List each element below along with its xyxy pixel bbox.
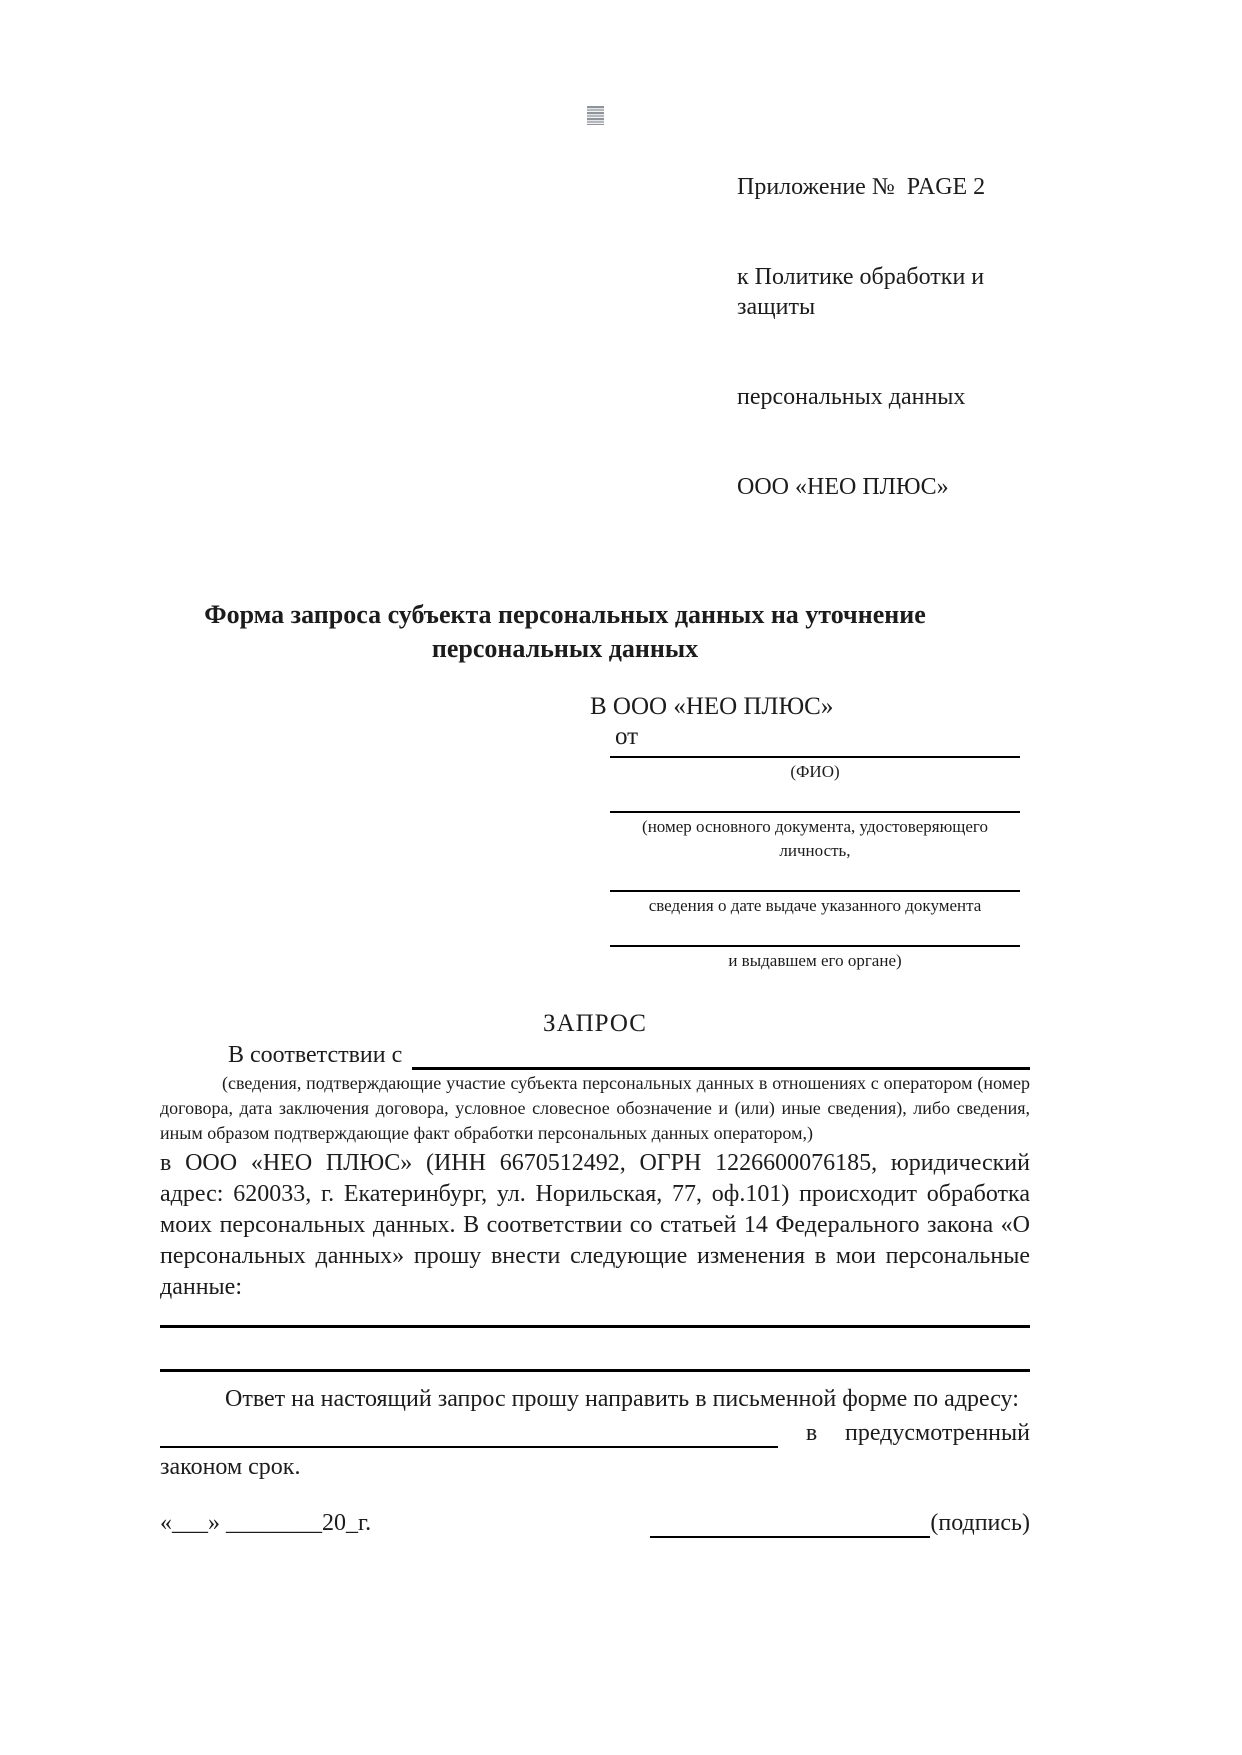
response-end-text: законом срок. <box>160 1454 301 1480</box>
field-caption-fio: (ФИО) <box>790 762 840 781</box>
intro-fill-in-line <box>412 1043 1030 1070</box>
blank-field-issue-date <box>610 890 1020 945</box>
date-fill-in: «___» ________20_г. <box>160 1510 372 1536</box>
signature-group <box>650 1508 1030 1538</box>
blank-field-document-number <box>610 811 1020 890</box>
field-caption-document-number: (номер основного документа, удостоверяющего личность, <box>642 817 988 860</box>
date-signature-row <box>160 1508 1030 1538</box>
page-title: Форма запроса субъекта персональных данных на уточнение персональных данных <box>204 600 926 663</box>
signature-fill-in-line <box>650 1512 930 1538</box>
addressee-to-line: В ООО «НЕО ПЛЮС» <box>590 693 834 720</box>
address-fill-in-line <box>160 1422 778 1448</box>
company-name-line: ООО «НЕО ПЛЮС» <box>737 474 949 500</box>
intro-prefix: В соответствии с <box>228 1042 403 1068</box>
blank-write-in-line <box>160 1325 1030 1328</box>
response-address-fill-row <box>160 1418 1030 1448</box>
blank-field-issuing-authority <box>610 945 1020 1000</box>
addressee-block <box>160 692 1030 1000</box>
response-word: предусмотренный <box>844 1420 1030 1446</box>
field-caption-issuing-authority: и выдавшем его органе) <box>728 951 902 970</box>
response-word: в <box>805 1420 818 1446</box>
blank-write-in-line <box>160 1369 1030 1372</box>
appendix-header <box>737 112 1030 562</box>
appendix-number-line: Приложение № PAGE 2 <box>737 174 986 200</box>
addressee-from-label: от <box>615 723 639 750</box>
request-heading: ЗАПРОС <box>543 1010 647 1037</box>
addressee-blank-fields <box>610 756 1020 1000</box>
blank-field-fio <box>610 756 1020 811</box>
response-address-sentence: Ответ на настоящий запрос прошу направить в письменной форме по адресу: <box>225 1386 1019 1412</box>
intro-line <box>160 1040 1030 1070</box>
policy-reference-line: к Политике обработки и защиты <box>737 264 991 320</box>
signature-caption: (подпись) <box>930 1510 1030 1536</box>
request-body-paragraph: в ООО «НЕО ПЛЮС» (ИНН 6670512492, ОГРН 1226600076185, юридический адрес: 620033, г. Екатеринбург, ул. Норильская, 77, оф.101) происходит обработка моих персональных данных. В соответствии со статьей 14 Федерального закона «О персональных данных» прошу внести следующие изменения в мои персональные данные: <box>160 1150 1030 1300</box>
field-caption-issue-date: сведения о дате выдаче указанного документа <box>648 896 982 915</box>
fine-print-caption: (сведения, подтверждающие участие субъекта персональных данных в отношениях с оператором (номер договора, дата заключения договора, условное словесное обозначение и (или) иные сведения), либо сведения, иным образом подтверждающие факт обработки персональных данных оператором,) <box>160 1073 1030 1143</box>
text-lines-icon <box>587 106 604 125</box>
policy-reference-line: персональных данных <box>737 384 966 410</box>
